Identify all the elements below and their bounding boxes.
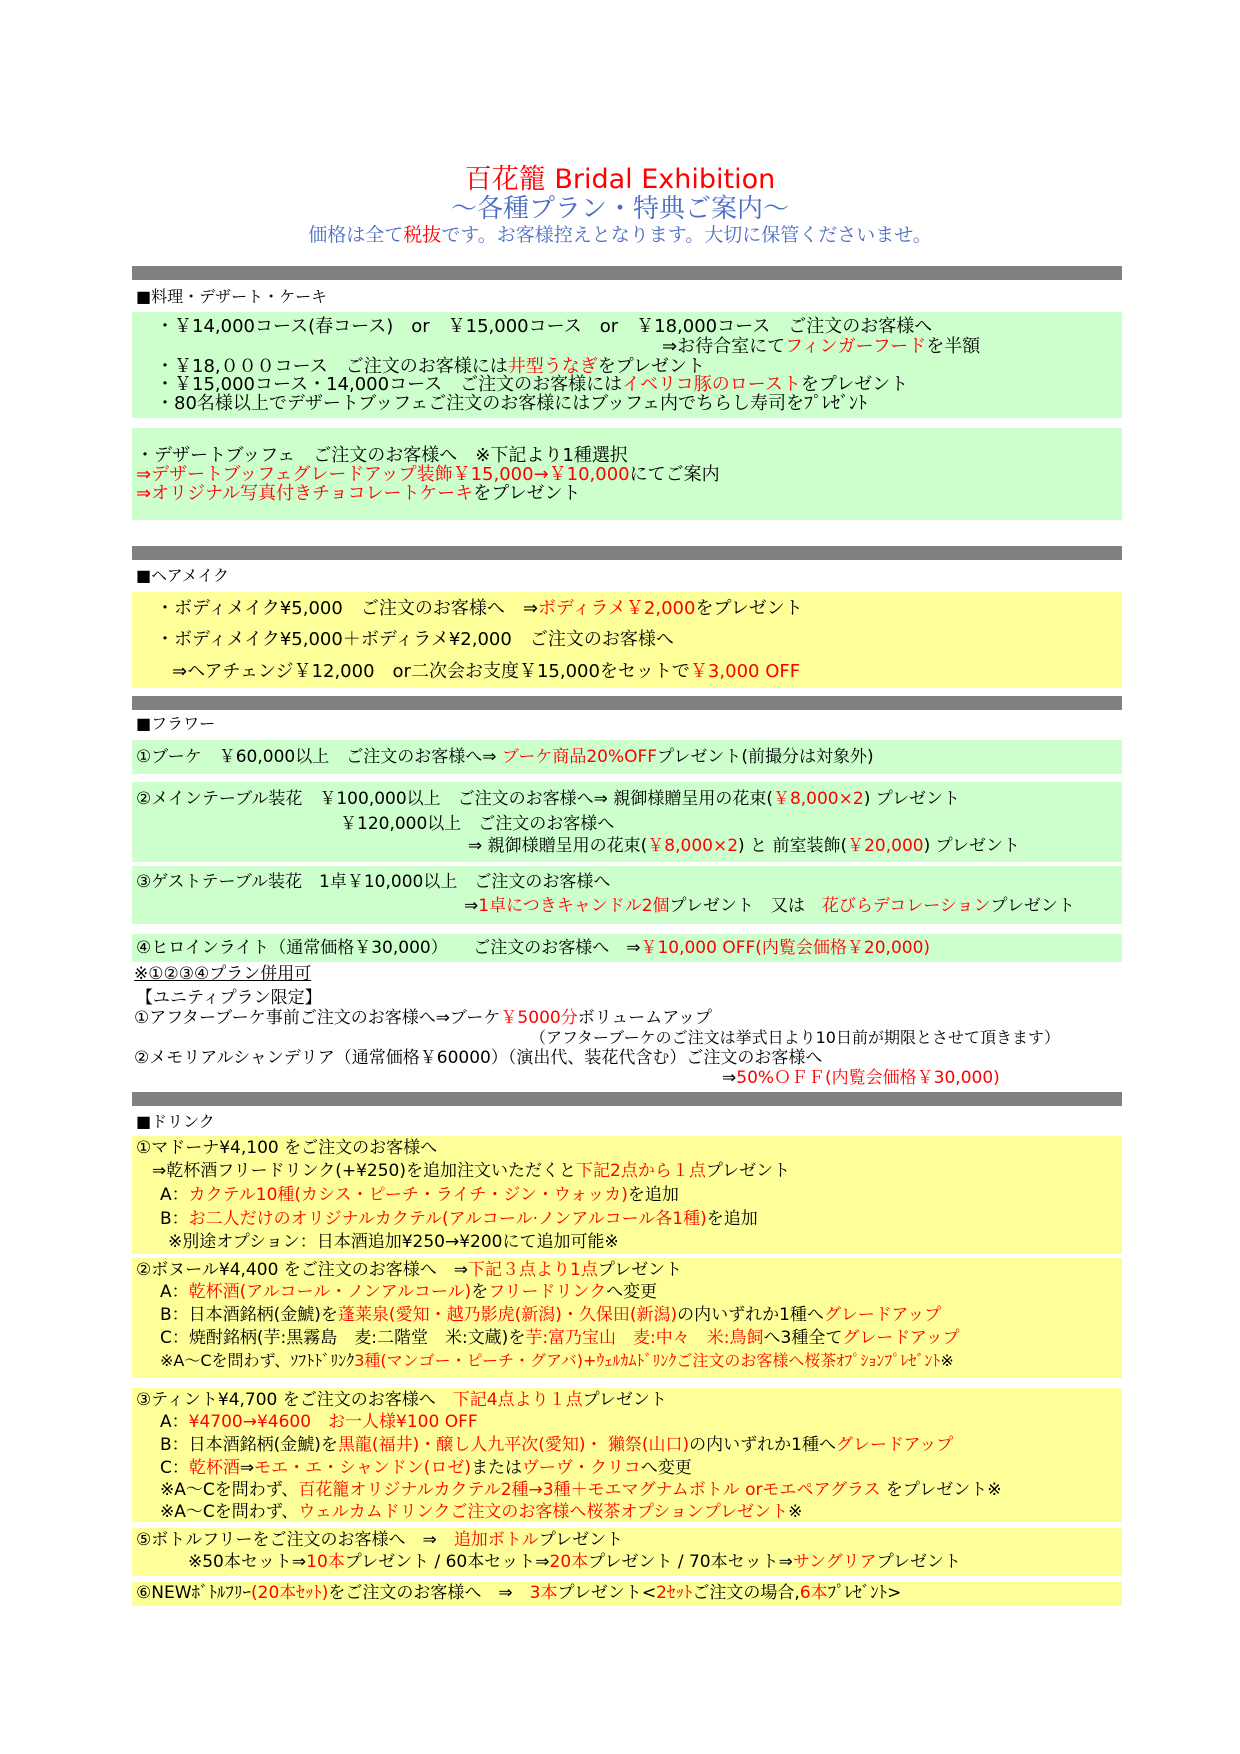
- text: ※: [788, 1502, 803, 1522]
- text: ⇒ヘアチェンジ￥12,000 or二次会お支度￥15,000をセットで: [172, 661, 690, 682]
- text: をプレゼント: [473, 483, 581, 504]
- text: C：焼酎銘柄(芋:黒霧島 麦:二階堂 米:文蔵)を: [160, 1328, 526, 1348]
- text: ) プレゼント: [923, 836, 1020, 856]
- text: プレゼント: [876, 1552, 962, 1572]
- flower-line-2b: ￥120,000以上 ご注文のお客様へ: [340, 814, 615, 834]
- hair-line-1: [156, 600, 803, 618]
- text: ④ヒロインライト（通常価格￥30,000） ご注文のお客様へ ⇒: [136, 938, 641, 958]
- flower-line-4: [136, 940, 930, 957]
- section-divider: [132, 546, 1122, 560]
- highlight: ￥10,000 OFF(内覧会価格￥20,000): [640, 938, 931, 958]
- highlight: 3種(マンゴー・ピーチ・グアバ)+ｳｪﾙｶﾑﾄﾞﾘﾝｸご注文のお客様へ桜茶ｵﾌﾟｼｮﾝﾌﾟﾚｾﾞﾝﾄ: [354, 1351, 941, 1370]
- highlight: 下記4点より１点: [452, 1390, 583, 1410]
- title-venue: 百花籠: [464, 164, 546, 195]
- text: ﾌﾟﾚｾﾞﾝﾄ>: [827, 1583, 902, 1603]
- text: ・ボディメイク¥5,000 ご注文のお客様へ ⇒: [156, 598, 538, 619]
- section-divider: [132, 266, 1122, 280]
- highlight: カクテル10種(カシス・ピーチ・ライチ・ジン・ウォッカ): [188, 1185, 628, 1205]
- text: C：: [160, 1458, 189, 1478]
- highlight: フィンガーフード: [785, 336, 927, 357]
- text: プレゼント: [990, 896, 1075, 916]
- text: ⇒: [722, 1068, 737, 1088]
- cuisine-line-5: ・80名様以上でデザートブッフェご注文のお客様にはブッフェ内でちらし寿司をﾌﾟﾚｾﾞﾝﾄ: [156, 393, 868, 414]
- cuisine-line-1: ・￥14,000コース(春コース) or ￥15,000コース or ￥18,000コース ご注文のお客様へ: [156, 316, 933, 337]
- text: を半額: [926, 336, 981, 357]
- hair-line-3: [172, 663, 800, 681]
- text: プレゼント<: [557, 1583, 657, 1603]
- dessert-line-2: [136, 466, 720, 484]
- unity-heading: 【ユニティプラン限定】: [136, 988, 322, 1008]
- text: ⇒: [239, 1458, 255, 1478]
- highlight: ⇒オリジナル写真付きチョコレートケーキ: [136, 483, 474, 504]
- flower-line-3b: [464, 898, 1075, 915]
- flower-box-1: [132, 740, 1122, 774]
- dessert-box: [132, 428, 1122, 520]
- highlight: 乾杯酒(アルコール・ノンアルコール): [188, 1282, 472, 1302]
- bonheur-line-2: [160, 1284, 657, 1301]
- new-bottle-line: [136, 1585, 901, 1602]
- text: へ変更: [640, 1458, 692, 1478]
- highlight: 2ｾｯﾄ: [656, 1583, 693, 1603]
- text: プレゼント: [597, 1260, 683, 1280]
- tinto-line-4: [160, 1460, 692, 1477]
- cuisine-line-2: [662, 338, 980, 356]
- text: ) と 前室装飾(: [738, 836, 848, 856]
- text: プレゼント(前撮分は対象外): [657, 747, 874, 767]
- section-heading-hair: ■ヘアメイク: [136, 566, 230, 585]
- flower-line-2c: [468, 838, 1020, 855]
- section-heading-drink: ■ドリンク: [136, 1112, 215, 1131]
- text: プレゼント / 70本セット⇒: [588, 1552, 793, 1572]
- page-subtitle: [0, 196, 1240, 222]
- text: A：: [160, 1185, 189, 1205]
- bonheur-line-3: [160, 1307, 941, 1324]
- flower-box-2: [132, 782, 1122, 862]
- text: をプレゼント: [597, 356, 706, 377]
- text: をプレゼント: [800, 374, 909, 395]
- tinto-line-2: [160, 1414, 478, 1431]
- text: ・￥18,０００コース ご注文のお客様には: [156, 356, 508, 377]
- highlight: サングリア: [792, 1552, 877, 1572]
- highlight: ￥8,000×2: [772, 789, 864, 809]
- text: ※A〜Cを問わず、: [160, 1480, 299, 1500]
- highlight: 20本: [549, 1552, 589, 1572]
- highlight: 下記３点より1点: [468, 1260, 598, 1280]
- text: ⇒お待合室にて: [662, 336, 786, 357]
- tinto-line-6: [160, 1504, 802, 1521]
- text: ※A〜Cを問わず、ｿﾌﾄﾄﾞﾘﾝｸ: [160, 1351, 355, 1370]
- madona-line-4: [160, 1211, 758, 1228]
- subtitle-text: 〜各種プラン・特典ご案内〜: [450, 194, 789, 224]
- highlight: ¥4700→¥4600 お一人様¥100 OFF: [188, 1412, 478, 1432]
- tinto-line-5: [160, 1482, 1001, 1499]
- flower-line-3: ③ゲストテーブル装花 1卓￥10,000以上 ご注文のお客様へ: [136, 872, 611, 892]
- text: ①アフターブーケ事前ご注文のお客様へ⇒ブーケ: [134, 1008, 501, 1028]
- text: ②メインテーブル装花 ￥100,000以上 ご注文のお客様へ⇒ 親御様贈呈用の花束(: [136, 789, 773, 809]
- drink-box-new-bottle: [132, 1582, 1122, 1606]
- text: をご注文のお客様へ ⇒: [328, 1583, 530, 1603]
- text: ⇒: [464, 896, 479, 916]
- text: ①ブーケ ￥60,000以上 ご注文のお客様へ⇒: [136, 747, 502, 767]
- combo-note: ※①②③④プラン併用可: [134, 964, 312, 984]
- bonheur-line-1: [136, 1262, 682, 1279]
- text: へ変更: [606, 1282, 658, 1302]
- title-event: Bridal Exhibition: [545, 164, 776, 195]
- page-title: [0, 166, 1240, 193]
- highlight: 百花籠オリジナルカクテル2種→3種＋モエマグナムボトル orモエペアグラス: [298, 1480, 881, 1500]
- note-text-c: です。お客様控えとなります。大切に保管くださいませ。: [441, 224, 932, 246]
- highlight: 10本: [306, 1552, 345, 1572]
- text: ※50本セット⇒: [188, 1552, 307, 1572]
- tinto-line-1: [136, 1392, 667, 1409]
- unity-line-2: ②メモリアルシャンデリア（通常価格￥60000）（演出代、装花代含む）ご注文のお客様へ: [134, 1048, 823, 1068]
- highlight: 乾杯酒: [188, 1458, 240, 1478]
- text: A：: [160, 1282, 189, 1302]
- text: ③ティント¥4,700 をご注文のお客様へ: [136, 1390, 453, 1410]
- highlight: 50%ＯＦＦ(内覧会価格￥30,000): [736, 1068, 1000, 1088]
- hair-line-2: ・ボディメイク¥5,000＋ボディラメ¥2,000 ご注文のお客様へ: [156, 629, 674, 650]
- text: B：: [160, 1209, 189, 1229]
- bottle-line-2: [188, 1554, 961, 1571]
- highlight: ￥3,000 OFF: [689, 661, 801, 682]
- section-heading-flower: ■フラワー: [136, 714, 216, 733]
- drink-box-tinto: [132, 1388, 1122, 1522]
- section-divider: [132, 696, 1122, 710]
- text: B：日本酒銘柄(金鯱)を: [160, 1305, 338, 1325]
- text: ⇒ 親御様贈呈用の花束(: [468, 836, 648, 856]
- hair-box: [132, 592, 1122, 688]
- text: プレゼント / 60本セット⇒: [344, 1552, 550, 1572]
- madona-line-2: [152, 1163, 790, 1180]
- highlight: 芋:富乃宝山 麦:中々 米:鳥飼: [525, 1328, 764, 1348]
- highlight: ウェルカムドリンクご注文のお客様へ桜茶オプションプレゼント: [298, 1502, 789, 1522]
- section-divider: [132, 1092, 1122, 1106]
- drink-box-bottle-free: [132, 1528, 1122, 1576]
- text: をプレゼント※: [880, 1480, 1002, 1500]
- highlight: 6本: [799, 1583, 828, 1603]
- text: を追加: [706, 1209, 758, 1229]
- flower-line-2: [136, 791, 960, 808]
- text: ・￥15,000コース・14,000コース ご注文のお客様には: [156, 374, 623, 395]
- drink-box-madona: [132, 1136, 1122, 1254]
- bottle-line-1: [136, 1532, 623, 1549]
- text: プレゼント: [705, 1161, 791, 1181]
- text: ※: [940, 1351, 954, 1370]
- text: ボリュームアップ: [577, 1008, 713, 1028]
- section-heading-cuisine: ■料理・デザート・ケーキ: [136, 287, 328, 306]
- text: ) プレゼント: [863, 789, 961, 809]
- madona-line-3: [160, 1187, 679, 1204]
- text: ご注文の場合,: [692, 1583, 800, 1603]
- text: の内いずれか1種へ: [689, 1435, 836, 1455]
- text: を: [471, 1282, 489, 1302]
- flower-box-4: [132, 934, 1122, 962]
- dessert-line-3: [136, 485, 581, 503]
- highlight: 1卓につきキャンドル2個: [478, 896, 670, 916]
- highlight: ￥8,000×2: [647, 836, 739, 856]
- highlight: グレードアップ: [842, 1328, 960, 1348]
- highlight: ￥5000分: [500, 1008, 578, 1028]
- highlight: グレードアップ: [823, 1305, 942, 1325]
- text: B：日本酒銘柄(金鯱)を: [160, 1435, 338, 1455]
- note-tax: 税抜: [403, 224, 442, 246]
- text: ⑥NEWﾎﾞﾄﾙﾌﾘｰ: [136, 1583, 252, 1603]
- text: の内いずれか1種へ: [677, 1305, 824, 1325]
- bonheur-line-5: [160, 1353, 954, 1369]
- dessert-line-1: ・デザートブッフェ ご注文のお客様へ ※下記より1種選択: [136, 445, 628, 466]
- bonheur-line-4: [160, 1330, 960, 1347]
- madona-line-1: ①マドーナ¥4,100 をご注文のお客様へ: [136, 1138, 438, 1158]
- flower-line-1: [136, 749, 874, 766]
- cuisine-line-4: [156, 376, 908, 394]
- text: プレゼント 又は: [669, 896, 822, 916]
- madona-line-5: ※別途オプション：日本酒追加¥250→¥200にて追加可能※: [168, 1232, 619, 1252]
- text: をプレゼント: [695, 598, 803, 619]
- price-note: [0, 226, 1240, 245]
- unity-line-1: [134, 1010, 712, 1027]
- highlight: 蓬莱泉(愛知・越乃影虎(新潟)・久保田(新潟): [337, 1305, 678, 1325]
- text: にてご案内: [629, 464, 720, 485]
- text: ※A〜Cを問わず、: [160, 1502, 299, 1522]
- text: へ3種全て: [763, 1328, 843, 1348]
- highlight: お二人だけのオリジナルカクテル(アルコール·ノンアルコール各1種): [188, 1209, 707, 1229]
- cuisine-box: [132, 312, 1122, 418]
- highlight: 追加ボトル: [453, 1530, 539, 1550]
- text: ⇒乾杯酒フリードリンク(+¥250)を追加注文いただくと: [152, 1161, 576, 1181]
- highlight: 黒龍(福井)・醸し人九平次(愛知)・ 獺祭(山口): [337, 1435, 690, 1455]
- highlight: 井型うなぎ: [507, 356, 598, 377]
- unity-line-2b: [722, 1070, 1000, 1087]
- text: プレゼント: [582, 1390, 667, 1410]
- text: ②ボヌール¥4,400 をご注文のお客様へ ⇒: [136, 1260, 469, 1280]
- unity-line-1b: （アフターブーケのご注文は挙式日より10日前が期限とさせて頂きます）: [530, 1028, 1060, 1047]
- note-text-a: 価格は全て: [308, 224, 404, 246]
- text: A：: [160, 1412, 189, 1432]
- flower-box-3: [132, 866, 1122, 924]
- highlight: ヴーヴ・クリコ: [522, 1458, 641, 1478]
- highlight: ブーケ商品20%OFF: [501, 747, 658, 767]
- highlight: (20本ｾｯﾄ): [251, 1583, 329, 1603]
- text: または: [471, 1458, 523, 1478]
- highlight: フリードリンク: [488, 1282, 607, 1302]
- highlight: 下記2点から１点: [576, 1161, 706, 1181]
- highlight: モエ・エ・シャンドン(ロゼ): [254, 1458, 472, 1478]
- drink-box-bonheur: [132, 1258, 1122, 1378]
- tinto-line-3: [160, 1437, 953, 1454]
- highlight: 3本: [529, 1583, 558, 1603]
- highlight: グレードアップ: [835, 1435, 954, 1455]
- text: を追加: [627, 1185, 679, 1205]
- highlight: 花びらデコレーション: [821, 896, 991, 916]
- highlight: ￥20,000: [847, 836, 924, 856]
- highlight: イベリコ豚のロースト: [622, 374, 801, 395]
- highlight: ⇒デザートブッフェグレードアップ装飾￥15,000→￥10,000: [136, 464, 630, 485]
- text: プレゼント: [538, 1530, 624, 1550]
- text: ⑤ボトルフリーをご注文のお客様へ ⇒: [136, 1530, 454, 1550]
- highlight: ボディラメ￥2,000: [537, 598, 696, 619]
